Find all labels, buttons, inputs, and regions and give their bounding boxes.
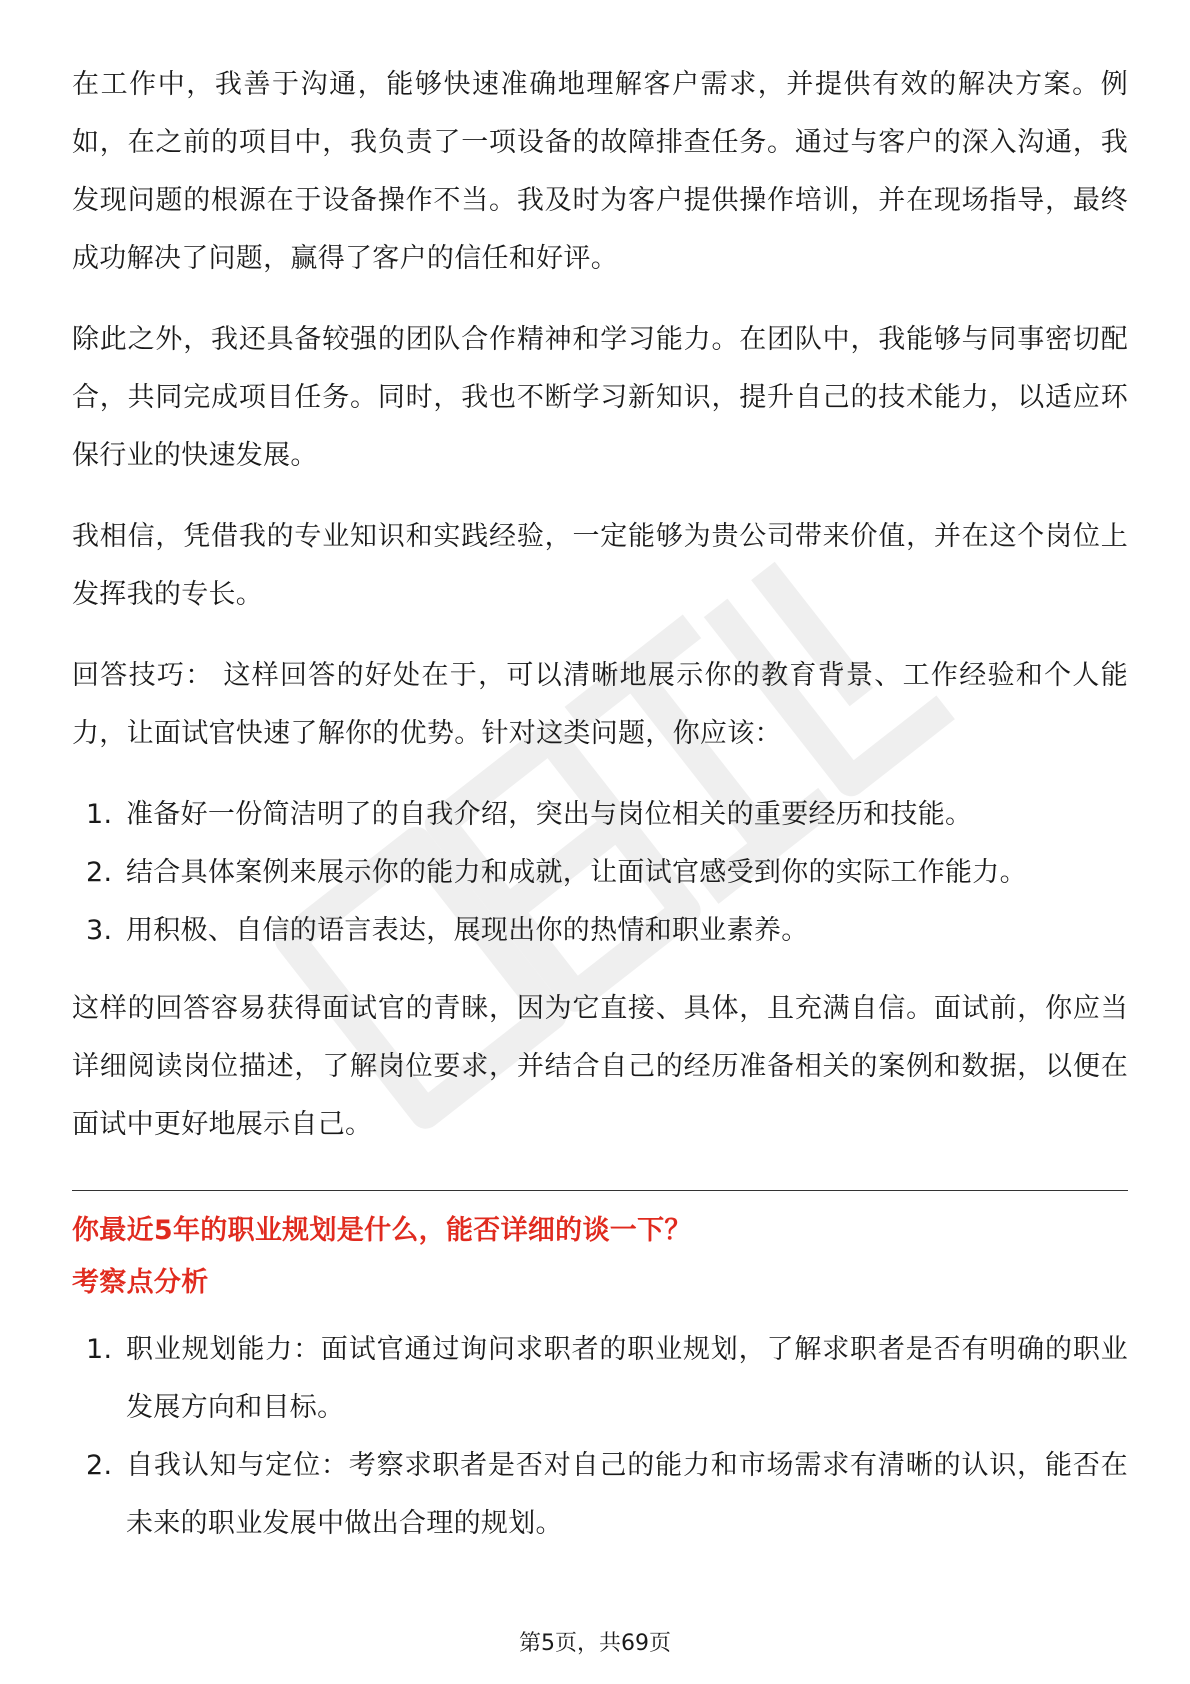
paragraph-answer-tips: 回答技巧： 这样回答的好处在于，可以清晰地展示你的教育背景、工作经验和个人能力，让面试官快速了解你的优势。针对这类问题，你应该： <box>72 660 1128 749</box>
analysis-heading: 考察点分析 <box>72 1267 209 1298</box>
list-item: 2. 结合具体案例来展示你的能力和成就，让面试官感受到你的实际工作能力。 <box>86 857 1027 888</box>
list-item: 1. 职业规划能力：面试官通过询问求职者的职业规划，了解求职者是否有明确的职业发展方向和目标。 <box>86 1334 1128 1423</box>
section-divider <box>72 1190 1128 1191</box>
list-item: 2. 自我认知与定位：考察求职者是否对自己的能力和市场需求有清晰的认识，能否在未来的职业发展中做出合理的规划。 <box>86 1450 1128 1539</box>
paragraph-communication: 在工作中，我善于沟通，能够快速准确地理解客户需求，并提供有效的解决方案。例如，在之前的项目中，我负责了一项设备的故障排查任务。通过与客户的深入沟通，我发现问题的根源在于设备操作不当。我及时为客户提供操作培训，并在现场指导，最终成功解决了问题，赢得了客户的信任和好评。 <box>72 69 1128 274</box>
page-footer: 第5页，共69页 <box>519 1631 671 1656</box>
list-item: 3. 用积极、自信的语言表达，展现出你的热情和职业素养。 <box>86 915 809 946</box>
question-heading: 你最近5年的职业规划是什么，能否详细的谈一下？ <box>72 1215 692 1246</box>
paragraph-confidence: 我相信，凭借我的专业知识和实践经验，一定能够为贵公司带来价值，并在这个岗位上发挥我的专长。 <box>72 521 1128 610</box>
list-item: 1. 准备好一份简洁明了的自我介绍，突出与岗位相关的重要经历和技能。 <box>86 799 973 830</box>
paragraph-teamwork: 除此之外，我还具备较强的团队合作精神和学习能力。在团队中，我能够与同事密切配合，共同完成项目任务。同时，我也不断学习新知识，提升自己的技术能力，以适应环保行业的快速发展。 <box>72 324 1128 471</box>
analysis-list <box>72 1321 1128 1553</box>
paragraph-closing: 这样的回答容易获得面试官的青睐，因为它直接、具体，且充满自信。面试前，你应当详细阅读岗位描述，了解岗位要求，并结合自己的经历准备相关的案例和数据，以便在面试中更好地展示自己。 <box>72 993 1128 1140</box>
tips-list <box>72 786 1128 960</box>
document-page <box>72 56 1128 1553</box>
